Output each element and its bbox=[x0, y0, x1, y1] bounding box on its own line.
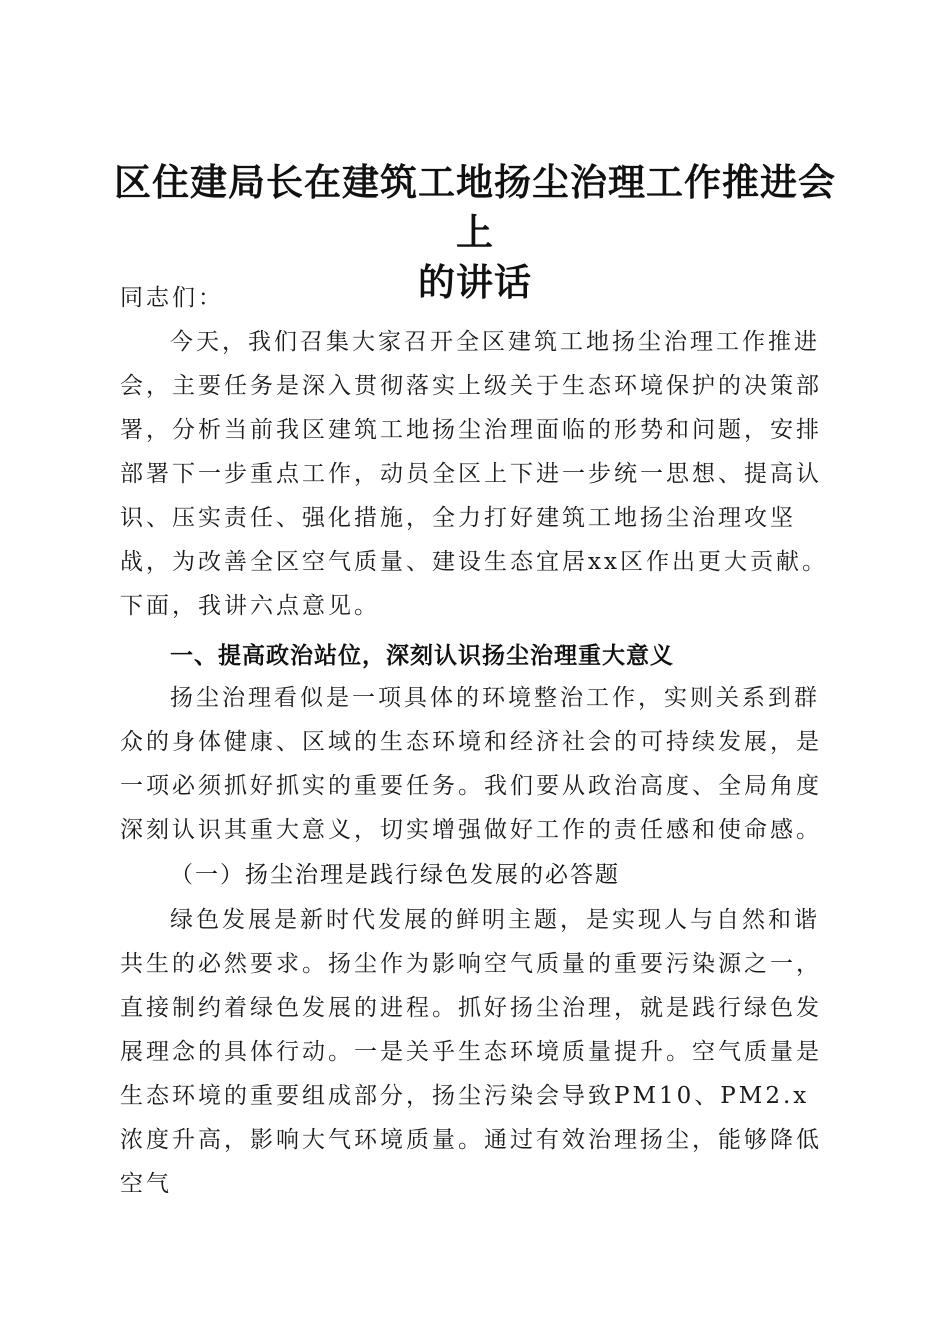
paragraph-subsection-1: 绿色发展是新时代发展的鲜明主题，是实现人与自然和谐共生的必然要求。扬尘作为影响空气质量的重要污染源之一，直接制约着绿色发展的进程。抓好扬尘治理，就是践行绿色发展理念的具体行动。一是关乎生态环境质量提升。空气质量是生态环境的重要组成部分，扬尘污染会导致PM10、PM2.x浓度升高，影响大气环境质量。通过有效治理扬尘，能够降低空气 bbox=[120, 907, 822, 1197]
subsection-heading-1: （一）扬尘治理是践行绿色发展的必答题 bbox=[170, 862, 620, 888]
paragraph-intro: 今天，我们召集大家召开全区建筑工地扬尘治理工作推进会，主要任务是深入贯彻落实上级关于生态环境保护的决策部署，分析当前我区建筑工地扬尘治理面临的形势和问题，安排部署下一步重点工作，动员全区上下进一步统一思想、提高认识、压实责任、强化措施，全力打好建筑工地扬尘治理攻坚战，为改善全区空气质量、建设生态宜居xx区作出更大贡献。下面，我讲六点意见。 bbox=[120, 329, 828, 619]
title-line-1: 区住建局长在建筑工地扬尘治理工作推进会上 bbox=[114, 159, 836, 254]
salutation: 同志们： bbox=[120, 285, 224, 311]
title-line-2: 的讲话 bbox=[418, 259, 532, 304]
section-heading-1: 一、提高政治站位，深刻认识扬尘治理重大意义 bbox=[170, 643, 674, 669]
paragraph-section-1: 扬尘治理看似是一项具体的环境整治工作，实则关系到群众的身体健康、区域的生态环境和经济社会的可持续发展，是一项必须抓好抓实的重要任务。我们要从政治高度、全局角度深刻认识其重大意义，切实增强做好工作的责任感和使命感。 bbox=[120, 685, 822, 843]
